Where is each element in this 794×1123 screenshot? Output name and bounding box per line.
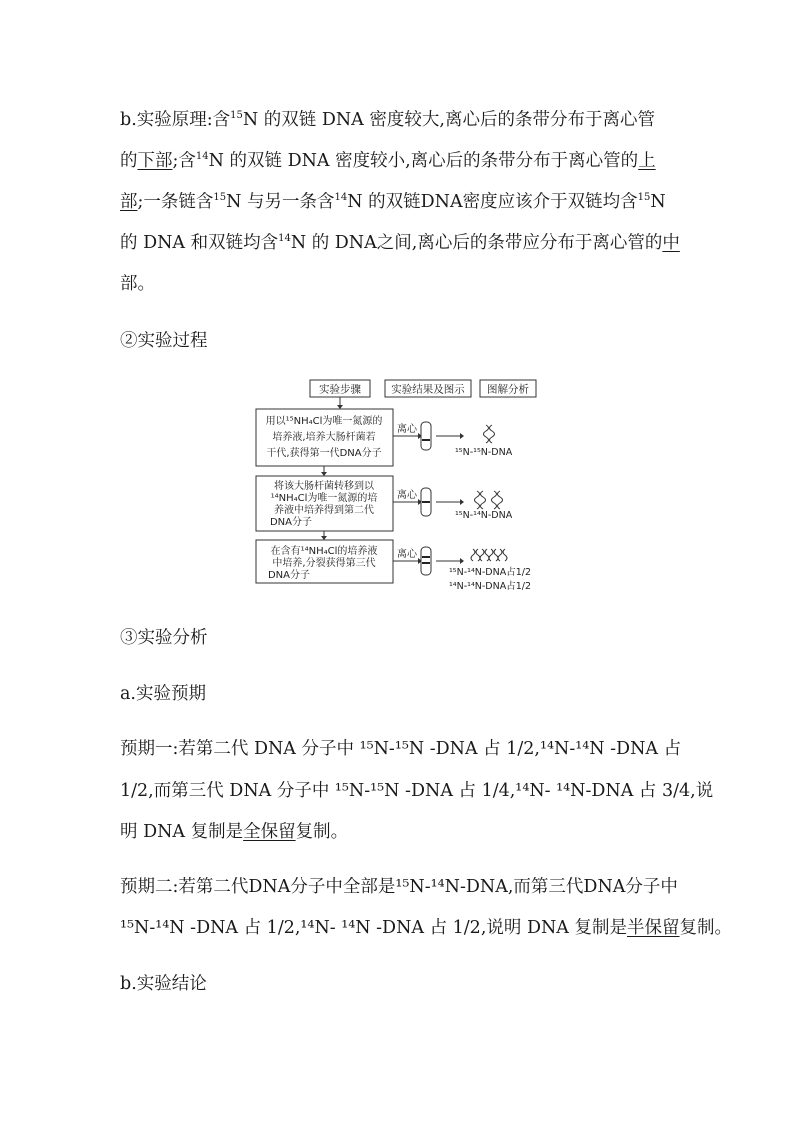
text: 复制。	[679, 918, 732, 938]
step2-line: 将该大肠杆菌转移到以	[274, 481, 374, 492]
superscript: 14	[195, 151, 209, 162]
step1-line: 干代,获得第一代DNA分子	[266, 448, 382, 459]
underlined-answer: 半保留	[627, 918, 680, 938]
prediction1-line-1: 预期一:若第二代 DNA 分子中 ¹⁵N-¹⁵N -DNA 占 1/2,¹⁴N-¹⁴N -DNA 占	[120, 739, 682, 759]
dna-helix-icon	[492, 491, 503, 509]
step3-line: DNA分子	[267, 570, 311, 581]
dna-helix-icon	[471, 549, 480, 561]
step1-line: 培养液,培养大肠杆菌若	[272, 432, 376, 443]
text: N 的双链 DNA 密度较小,离心后的条带分布于离心管的	[208, 151, 639, 171]
centrifuge-label: 离心	[397, 490, 417, 501]
dna-helix-icon	[498, 549, 507, 561]
text: b.实验原理:含	[120, 110, 231, 130]
text: ¹⁵N-¹⁴N -DNA 占 1/2,¹⁴N- ¹⁴N -DNA 占 1/2,说明 DNA 复制是	[120, 918, 627, 938]
arrow-head	[321, 536, 327, 540]
text: ;含	[172, 151, 196, 171]
text: N 的双链DNA密度应该介于双链均含	[347, 192, 638, 212]
step3-line: 中培养,分裂获得第三代	[272, 558, 376, 569]
arrow-head	[321, 472, 327, 476]
text: 部。	[120, 274, 155, 294]
superscript: 15	[230, 110, 243, 121]
superscript: 15	[213, 192, 227, 203]
arrow-head	[460, 433, 464, 439]
arrow-head	[337, 405, 343, 409]
underlined-answer: 下部	[137, 151, 173, 171]
arrow-head	[460, 558, 464, 564]
result3a-label: ¹⁵N-¹⁴N-DNA占1/2	[449, 567, 532, 578]
prediction2-line-1: 预期二:若第二代DNA分子中全部是¹⁵N-¹⁴N-DNA,而第三代DNA分子中	[120, 877, 678, 897]
step3-line: 在含有¹⁴NH₄Cl的培养液	[270, 546, 378, 557]
text: 的 DNA 和双链均含	[120, 233, 279, 253]
step2-line: ¹⁴NH₄Cl为唯一氮源的培	[270, 493, 378, 504]
header-analysis: 图解分析	[487, 383, 529, 396]
process-heading: ②实验过程	[120, 331, 208, 351]
underlined-answer: 全保留	[243, 822, 296, 842]
underlined-answer: 中	[662, 233, 680, 253]
text: N 的双链 DNA 密度较大,离心后的条带分布于离心管	[242, 110, 655, 130]
text: N	[650, 192, 666, 212]
header-steps: 实验步骤	[319, 383, 361, 396]
text: 复制。	[295, 822, 349, 842]
conclusion-heading: b.实验结论	[120, 974, 207, 994]
dna-helix-icon	[475, 491, 486, 509]
superscript: 14	[334, 192, 348, 203]
centrifuge-tube-3	[421, 547, 431, 575]
step2-line: 养液中培养得到第二代	[274, 505, 374, 516]
text: N 的 DNA之间,离心后的条带应分布于离心管的	[290, 233, 663, 253]
text: 的	[120, 151, 138, 171]
superscript: 14	[278, 233, 291, 244]
dna-helix-icon	[484, 425, 495, 443]
result1-label: ¹⁵N-¹⁵N-DNA	[455, 447, 513, 458]
result2-label: ¹⁵N-¹⁴N-DNA	[455, 510, 513, 521]
header-results: 实验结果及图示	[391, 383, 465, 396]
prediction2-line-2	[120, 914, 732, 939]
text: N 与另一条含	[226, 192, 335, 212]
arrow-head	[460, 499, 464, 505]
step1-line: 用以¹⁵NH₄Cl为唯一氮源的	[265, 416, 383, 427]
step2-line: DNA分子	[269, 517, 313, 528]
dna-helix-icon	[489, 549, 498, 561]
prediction1-line-3	[120, 818, 348, 843]
result3b-label: ¹⁴N-¹⁴N-DNA占1/2	[449, 581, 532, 592]
dna-helix-icon	[480, 549, 489, 561]
superscript: 15	[637, 192, 651, 203]
centrifuge-label: 离心	[397, 549, 417, 560]
prediction-heading: a.实验预期	[120, 684, 206, 704]
underlined-answer: 上	[638, 151, 656, 171]
centrifuge-tube-1	[421, 422, 431, 450]
underlined-answer: 部	[120, 192, 138, 212]
prediction1-line-2: 1/2,而第三代 DNA 分子中 ¹⁵N-¹⁵N -DNA 占 1/4,¹⁴N- ¹⁴N-DNA 占 3/4,说	[120, 781, 714, 801]
centrifuge-label: 离心	[397, 424, 417, 435]
text: 明 DNA 复制是	[120, 822, 244, 842]
analysis-heading: ③实验分析	[120, 628, 208, 648]
text: ;一条链含	[137, 192, 214, 212]
